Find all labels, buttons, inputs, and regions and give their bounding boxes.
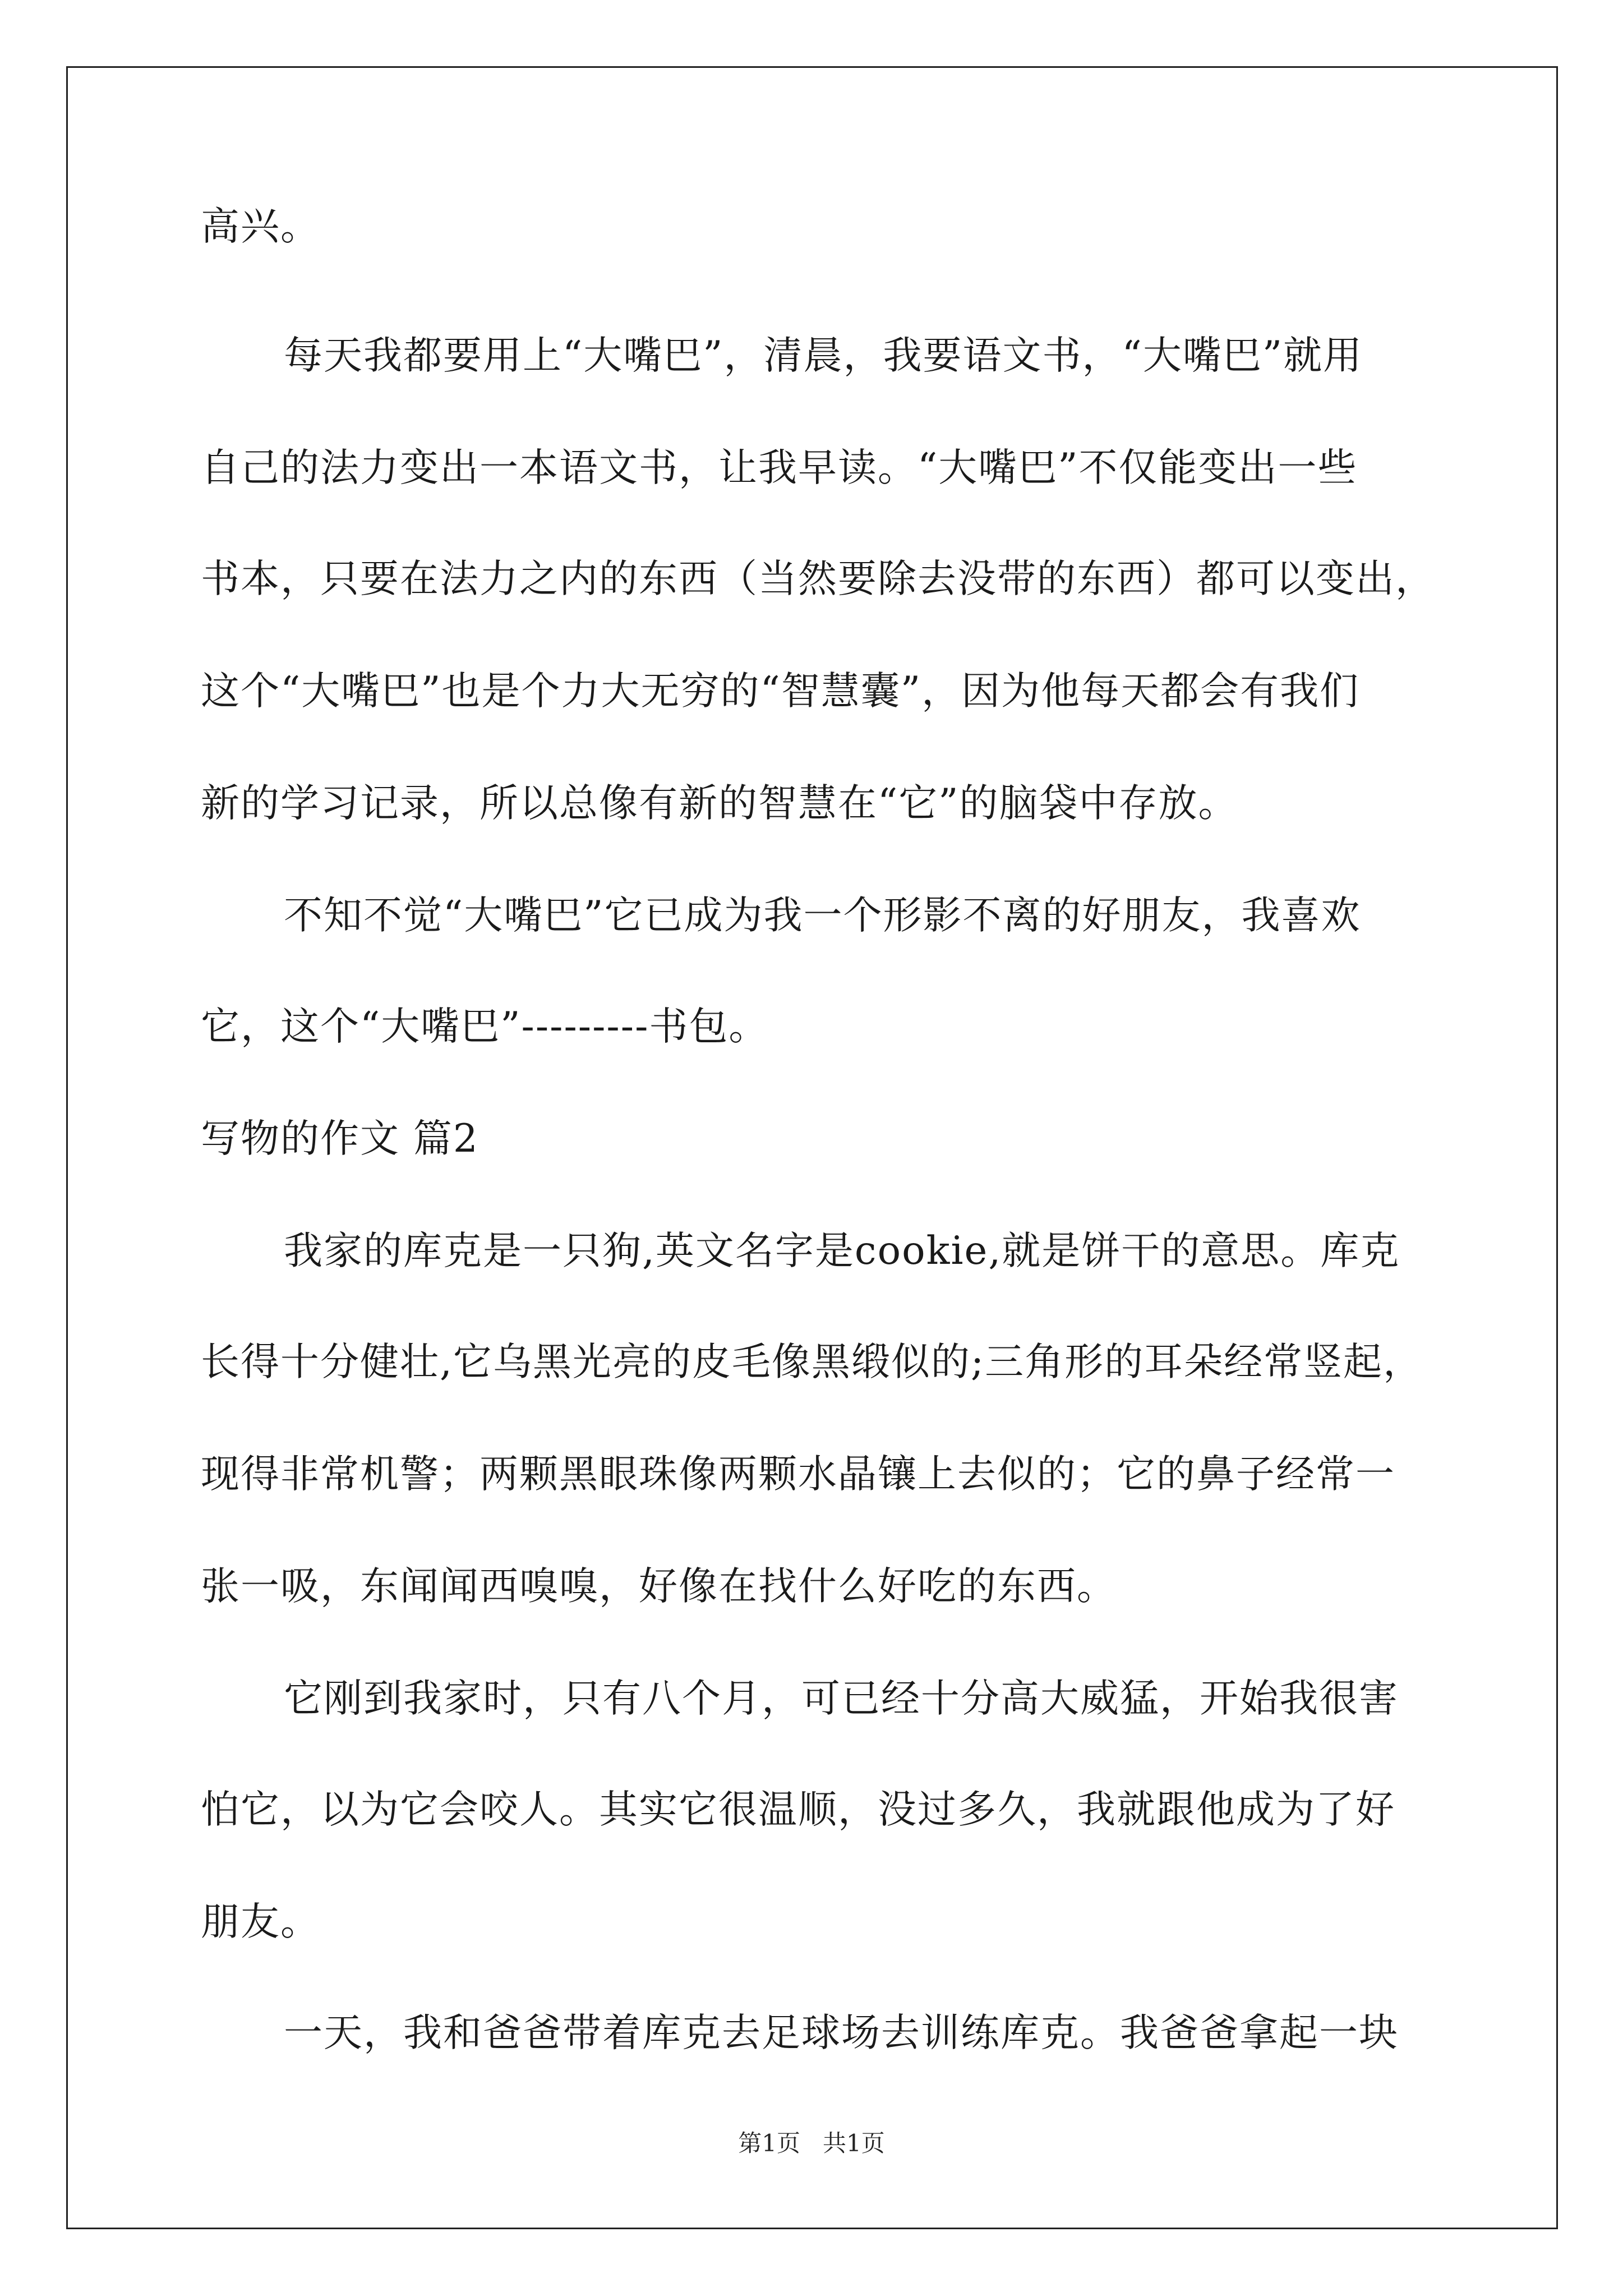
text-line: 朋友。	[201, 1899, 320, 1944]
text-line: 怕它，以为它会咬人。其实它很温顺，没过多久，我就跟他成为了好	[201, 1787, 1395, 1832]
section-heading: 写物的作文 篇2	[201, 1116, 479, 1161]
page-total: 共1页	[823, 2129, 885, 2157]
text-line: 高兴。	[201, 204, 320, 249]
text-line: 长得十分健壮,它乌黑光亮的皮毛像黑缎似的;三角形的耳朵经常竖起，	[201, 1340, 1423, 1384]
text-line: 自己的法力变出一本语文书，让我早读。“大嘴巴”不仅能变出一些	[201, 445, 1358, 490]
paragraph-start: 一天，我和爸爸带着库克去足球场去训练库克。我爸爸拿起一块	[284, 2010, 1399, 2055]
page-number: 第1页	[738, 2129, 800, 2157]
paragraph-start: 它刚到我家时，只有八个月，可已经十分高大威猛，开始我很害	[284, 1676, 1399, 1721]
paragraph-start: 我家的库克是一只狗,英文名字是cookie,就是饼干的意思。库克	[284, 1228, 1400, 1273]
text-line: 书本，只要在法力之内的东西（当然要除去没带的东西）都可以变出，	[201, 556, 1435, 601]
text-line: 现得非常机警；两颗黑眼珠像两颗水晶镶上去似的；它的鼻子经常一	[201, 1452, 1395, 1497]
paragraph-start: 每天我都要用上“大嘴巴”，清晨，我要语文书，“大嘴巴”就用	[284, 333, 1363, 378]
text-line: 这个“大嘴巴”也是个力大无穷的“智慧囊”，因为他每天都会有我们	[201, 669, 1360, 714]
text-line: 张一吸，东闻闻西嗅嗅，好像在找什么好吃的东西。	[201, 1564, 1117, 1609]
paragraph-start: 不知不觉“大嘴巴”它已成为我一个形影不离的好朋友，我喜欢	[284, 893, 1361, 938]
text-line: 新的学习记录，所以总像有新的智慧在“它”的脑袋中存放。	[201, 781, 1238, 826]
text-line: 它，这个“大嘴巴”---------书包。	[201, 1004, 769, 1049]
page-footer	[0, 2129, 1623, 2157]
